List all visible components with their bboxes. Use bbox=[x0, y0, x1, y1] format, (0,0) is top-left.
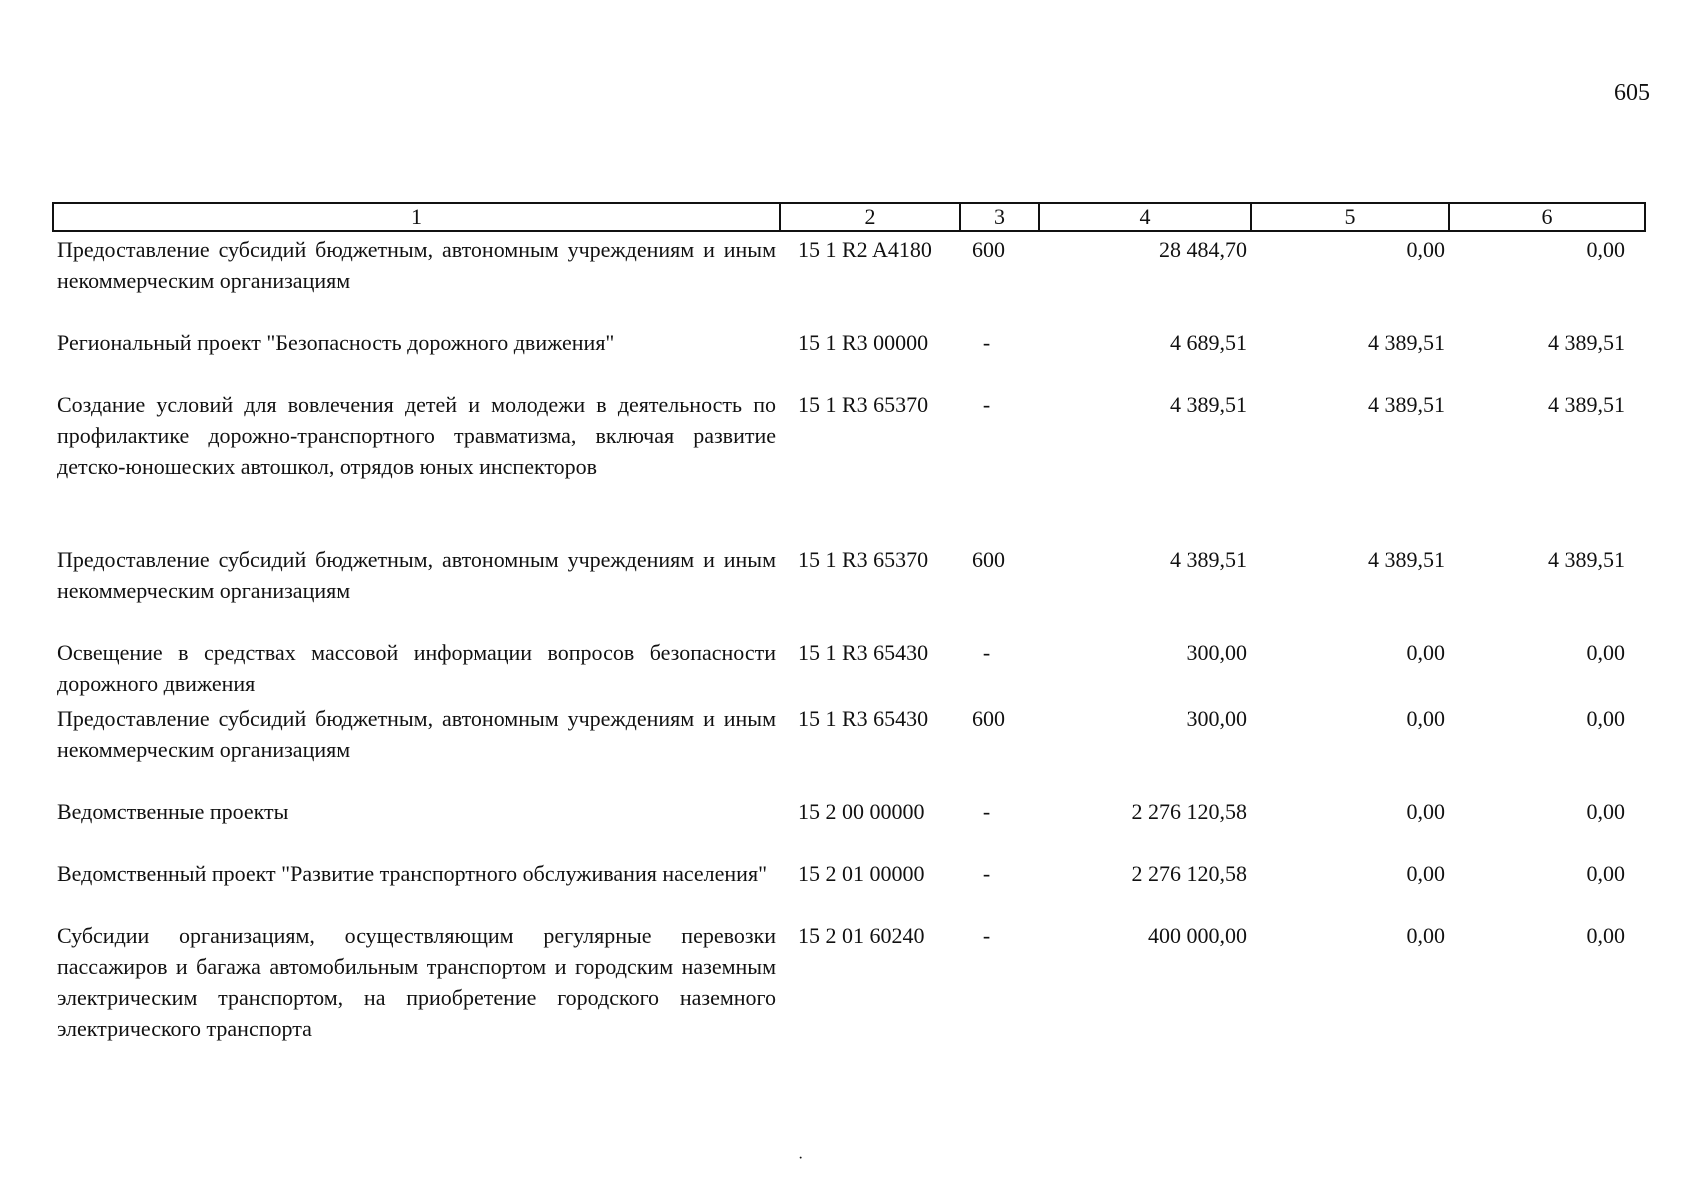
table-row bbox=[53, 701, 1645, 794]
row-name: Предоставление субсидий бюджетным, автономным учреждениям и иным некоммерческим организациям bbox=[57, 547, 776, 603]
row-value-5: 0,00 bbox=[1406, 237, 1445, 262]
row-value-6: 0,00 bbox=[1586, 799, 1625, 824]
row-value-5: 4 389,51 bbox=[1368, 392, 1445, 417]
row-name: Создание условий для вовлечения детей и молодежи в деятельность по профилактике дорожно-транспортного травматизма, включая развитие детско-юношеских автошкол, отрядов юных инспекторов bbox=[57, 392, 776, 479]
row-name: Региональный проект "Безопасность дорожного движения" bbox=[57, 330, 615, 355]
stray-dot: · bbox=[798, 1150, 804, 1167]
row-name: Предоставление субсидий бюджетным, автономным учреждениям и иным некоммерческим организациям bbox=[57, 237, 776, 293]
table-row bbox=[53, 856, 1645, 918]
row-type: - bbox=[982, 861, 991, 886]
row-type: - bbox=[982, 640, 991, 665]
table-row bbox=[53, 918, 1645, 1046]
row-value-4: 4 389,51 bbox=[1170, 392, 1247, 417]
row-code: 15 1 R3 00000 bbox=[798, 330, 929, 355]
header-col-3: 3 bbox=[960, 203, 1039, 231]
row-value-5: 4 389,51 bbox=[1368, 547, 1445, 572]
row-name: Освещение в средствах массовой информации вопросов безопасности дорожного движения bbox=[57, 640, 776, 696]
row-value-4: 2 276 120,58 bbox=[1131, 861, 1247, 886]
row-value-5: 0,00 bbox=[1406, 923, 1445, 948]
row-value-5: 0,00 bbox=[1406, 799, 1445, 824]
table-row bbox=[53, 794, 1645, 856]
row-name: Ведомственные проекты bbox=[57, 799, 289, 824]
row-value-4: 300,00 bbox=[1186, 640, 1247, 665]
row-value-5: 0,00 bbox=[1406, 861, 1445, 886]
row-code: 15 1 R2 A4180 bbox=[798, 237, 932, 262]
row-value-4: 2 276 120,58 bbox=[1131, 799, 1247, 824]
row-code: 15 1 R3 65370 bbox=[798, 392, 929, 417]
page-number: 605 bbox=[1614, 80, 1650, 106]
row-code: 15 2 01 00000 bbox=[798, 861, 925, 886]
row-value-4: 400 000,00 bbox=[1148, 923, 1247, 948]
row-value-6: 0,00 bbox=[1586, 923, 1625, 948]
row-code: 15 2 01 60240 bbox=[798, 923, 925, 948]
table-row bbox=[53, 325, 1645, 387]
row-name: Предоставление субсидий бюджетным, автономным учреждениям и иным некоммерческим организациям bbox=[57, 706, 776, 762]
header-col-5: 5 bbox=[1251, 203, 1449, 231]
row-type: 600 bbox=[972, 237, 1005, 262]
header-col-6: 6 bbox=[1449, 203, 1645, 231]
row-type: 600 bbox=[972, 706, 1005, 731]
row-value-5: 0,00 bbox=[1406, 706, 1445, 731]
table-row bbox=[53, 231, 1645, 325]
row-type: 600 bbox=[972, 547, 1005, 572]
row-value-4: 4 389,51 bbox=[1170, 547, 1247, 572]
row-type: - bbox=[982, 392, 991, 417]
header-col-1: 1 bbox=[53, 203, 780, 231]
table-row bbox=[53, 387, 1645, 542]
row-code: 15 2 00 00000 bbox=[798, 799, 925, 824]
row-value-6: 4 389,51 bbox=[1548, 330, 1625, 355]
row-value-4: 28 484,70 bbox=[1159, 237, 1247, 262]
row-type: - bbox=[982, 799, 991, 824]
row-value-6: 0,00 bbox=[1586, 861, 1625, 886]
row-value-6: 0,00 bbox=[1586, 237, 1625, 262]
row-value-6: 0,00 bbox=[1586, 640, 1625, 665]
row-name: Субсидии организациям, осуществляющим регулярные перевозки пассажиров и багажа автомобильным транспортом и городским наземным электрическим транспортом, на приобретение городского наземного электрического транспорта bbox=[57, 923, 776, 1041]
row-type: - bbox=[982, 330, 991, 355]
row-value-6: 0,00 bbox=[1586, 706, 1625, 731]
row-code: 15 1 R3 65430 bbox=[798, 640, 929, 665]
row-code: 15 1 R3 65430 bbox=[798, 706, 929, 731]
table-header bbox=[53, 203, 1645, 231]
table-row bbox=[53, 635, 1645, 701]
row-value-5: 4 389,51 bbox=[1368, 330, 1445, 355]
header-col-4: 4 bbox=[1039, 203, 1251, 231]
table-row bbox=[53, 542, 1645, 635]
row-type: - bbox=[982, 923, 991, 948]
row-value-5: 0,00 bbox=[1406, 640, 1445, 665]
row-value-4: 300,00 bbox=[1186, 706, 1247, 731]
row-value-6: 4 389,51 bbox=[1548, 547, 1625, 572]
budget-table bbox=[52, 202, 1646, 1046]
row-value-4: 4 689,51 bbox=[1170, 330, 1247, 355]
row-code: 15 1 R3 65370 bbox=[798, 547, 929, 572]
row-name: Ведомственный проект "Развитие транспортного обслуживания населения" bbox=[57, 861, 768, 886]
header-col-2: 2 bbox=[780, 203, 960, 231]
row-value-6: 4 389,51 bbox=[1548, 392, 1625, 417]
